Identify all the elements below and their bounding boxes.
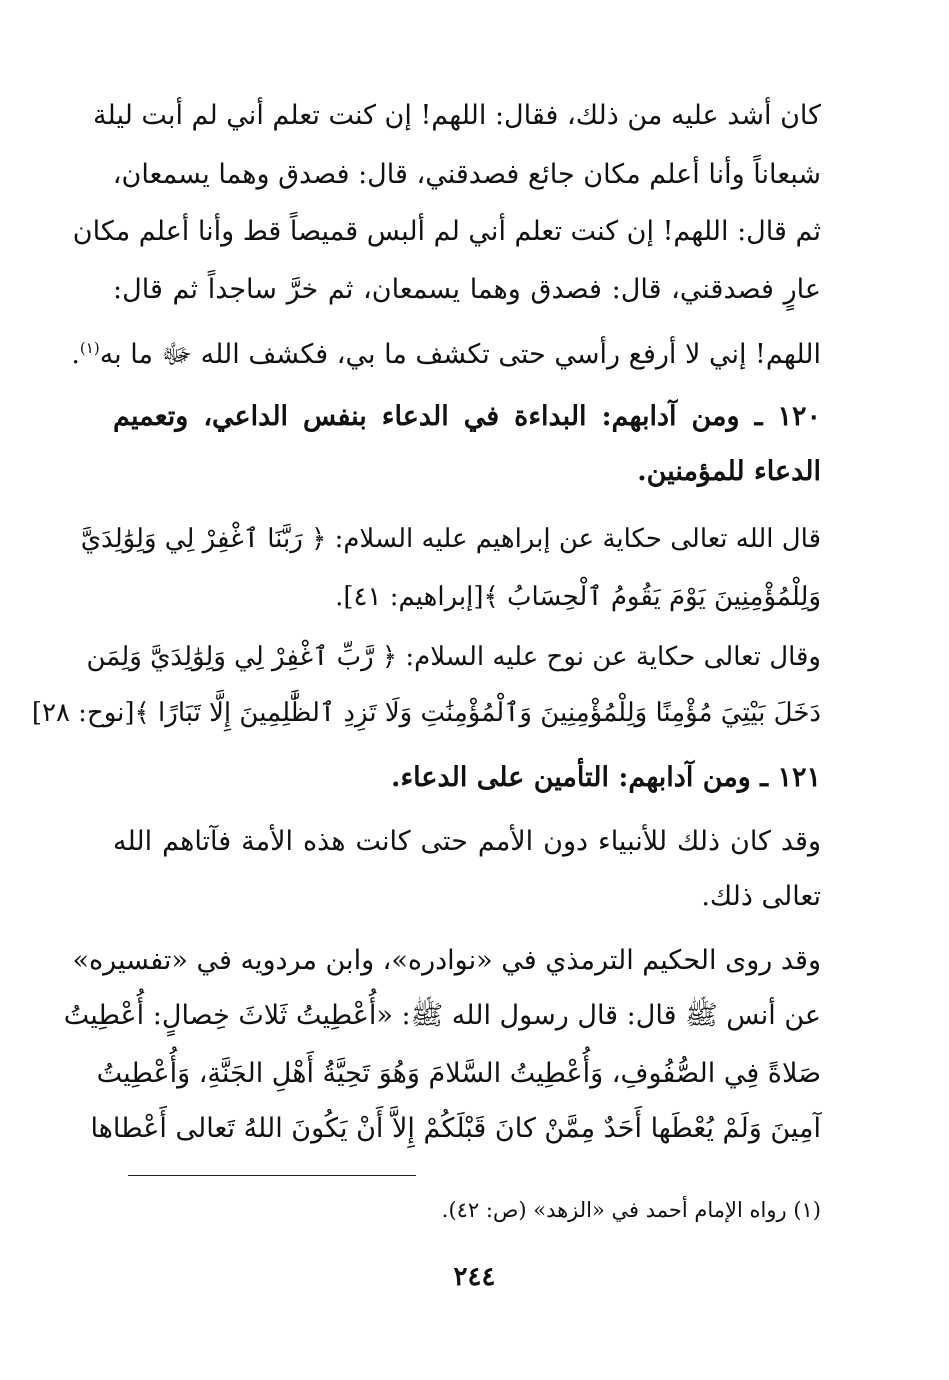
period: . xyxy=(71,339,80,370)
body-line: ثم قال: اللهم! إن كنت تعلم أني لم ألبس قميصاً قط وأنا أعلم مكان xyxy=(72,216,821,247)
body-line: شبعاناً وأنا أعلم مكان جائع فصدقني، قال: فصدق وهما يسمعان، xyxy=(112,159,821,190)
quran-quote-ibrahim-cont: وَلِلْمُؤْمِنِينَ يَوْمَ يَقُومُ ٱلْحِسَابُ ﴾[إبراهيم: ٤١]. xyxy=(335,582,821,612)
footnote-marker: (١) xyxy=(79,339,100,357)
body-line xyxy=(71,328,821,370)
body-line: تعالى ذلك. xyxy=(701,881,821,912)
footnote: (١) رواه الإمام أحمد في «الزهد» (ص: ٤٢). xyxy=(441,1198,821,1222)
body-text: اللهم! إني لا أرفع رأسي حتى تكشف ما بي، فكشف الله ﷻ ما به xyxy=(99,339,821,370)
page-number: ٢٤٤ xyxy=(453,1262,496,1292)
hadith-line: عن أنس ﷺ قال: قال رسول الله ﷺ: «أُعْطِيتُ ثَلاثَ خِصالٍ: أُعْطِيتُ xyxy=(63,1000,821,1031)
hadith-line: صَلاةً فِي الصُّفُوفِ، وَأُعْطِيتُ السَّلامَ وَهُوَ تَحِيَّةُ أَهْلِ الجَنَّةِ، وَأُعْطِيتُ xyxy=(96,1058,821,1089)
body-line: عارٍ فصدقني، قال: فصدق وهما يسمعان، ثم خرَّ ساجداً ثم قال: xyxy=(113,274,821,305)
quran-quote-nuh: وقال تعالى حكاية عن نوح عليه السلام: ﴿ رَّبِّ ٱغْفِرْ لِي وَلِوَٰلِدَيَّ وَلِمَن xyxy=(86,642,821,672)
section-heading-120-cont: الدعاء للمؤمنين. xyxy=(637,456,821,487)
hadith-line: آمِينَ وَلَمْ يُعْطَها أَحَدٌ مِمَّنْ كانَ قَبْلَكُمْ إِلاَّ أَنْ يَكُونَ اللهُ تَعالى أَعْطاها xyxy=(90,1113,821,1144)
footnote-separator xyxy=(128,1175,416,1176)
body-line: وقد كان ذلك للأنبياء دون الأمم حتى كانت هذه الأمة فآتاهم الله xyxy=(113,826,821,857)
quran-quote-nuh-cont: دَخَلَ بَيْتِيَ مُؤْمِنًا وَلِلْمُؤْمِنِينَ وَٱلْمُؤْمِنَٰتِ وَلَا تَزِدِ ٱلظَّٰلِمِينَ إِلَّا تَبَارًا ﴾[نوح: ٢٨] xyxy=(31,698,821,728)
section-heading-121: ١٢١ ـ ومن آدابهم: التأمين على الدعاء. xyxy=(391,762,821,793)
body-line: وقد روى الحكيم الترمذي في «نوادره»، وابن مردويه في «تفسيره» xyxy=(72,945,821,976)
section-heading-120: ١٢٠ ـ ومن آدابهم: البداءة في الدعاء بنفس الداعي، وتعميم xyxy=(113,401,821,432)
quran-quote-ibrahim: قال الله تعالى حكاية عن إبراهيم عليه السلام: ﴿ رَبَّنَا ٱغْفِرْ لِي وَلِوَٰلِدَيَّ xyxy=(80,524,821,554)
body-line: كان أشد عليه من ذلك، فقال: اللهم! إن كنت تعلم أني لم أبت ليلة xyxy=(93,100,821,131)
